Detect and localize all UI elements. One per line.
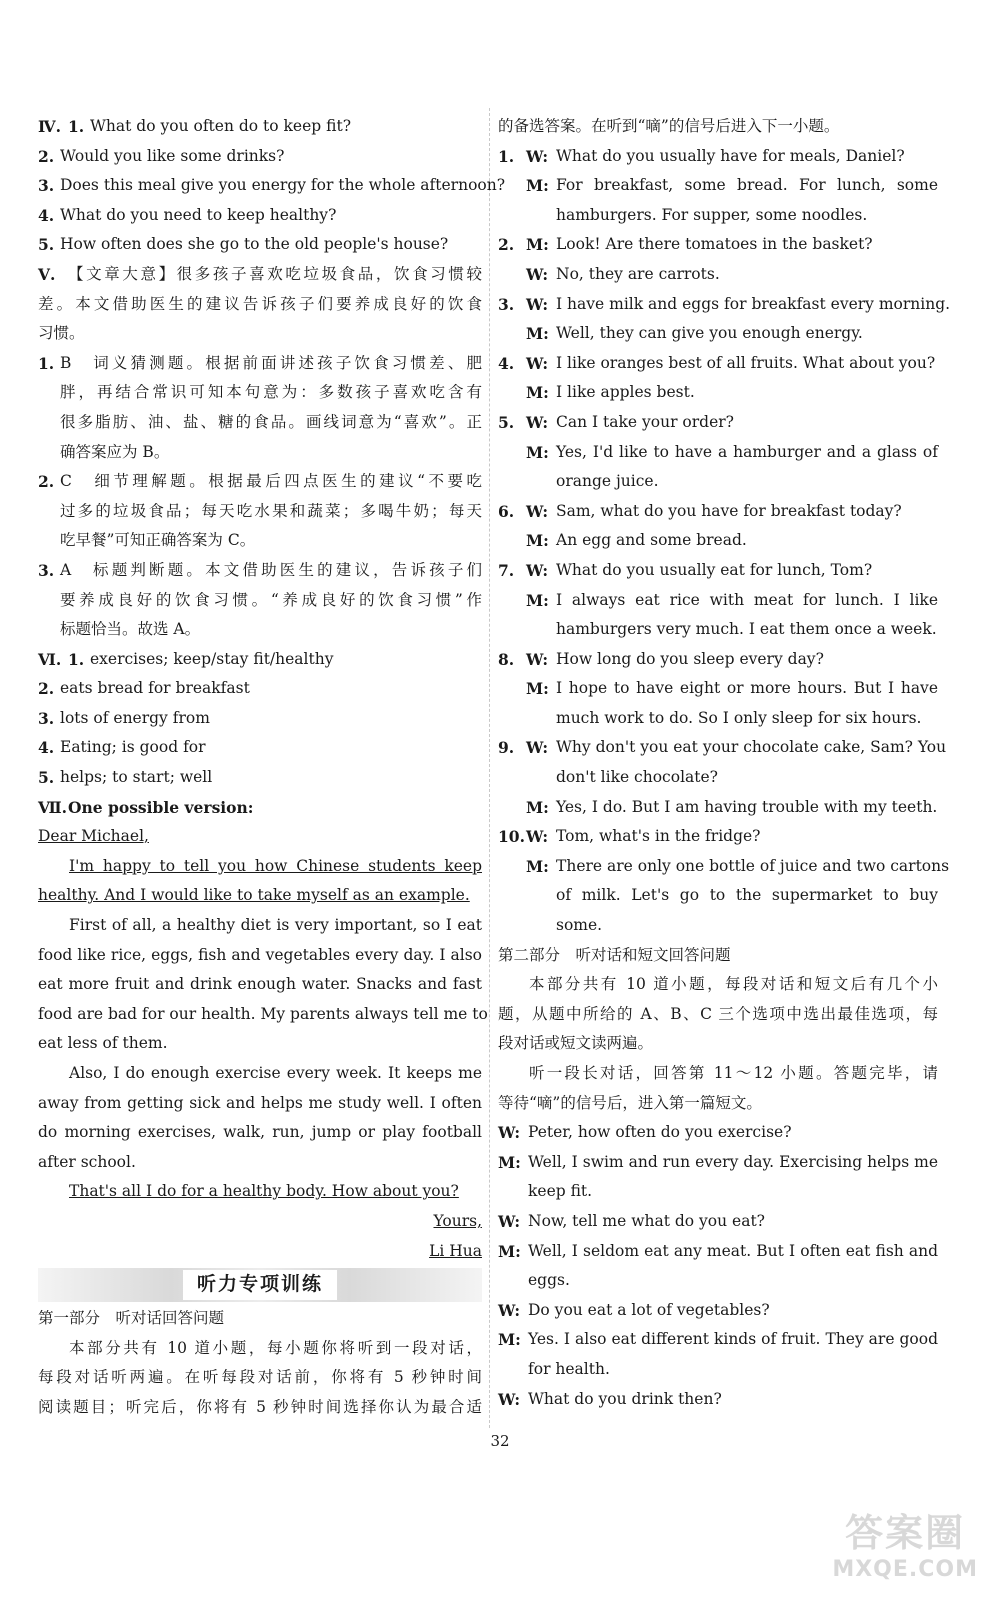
dialogue-number: 2. bbox=[498, 235, 515, 255]
answer-line bbox=[38, 438, 482, 468]
dialogue-number bbox=[498, 319, 526, 349]
dialogue-line bbox=[498, 1237, 938, 1267]
list-item bbox=[38, 704, 482, 734]
letter-text: Also, I do enough exercise every week. It keeps me bbox=[69, 1064, 482, 1082]
item-text: Does this meal give you energy for the whole afternoon? bbox=[60, 176, 506, 195]
dialogue-text: What do you usually eat for lunch, Tom? bbox=[556, 560, 873, 579]
intro-text: 每段对话听两遍。在听每段对话前，你将有 5 秒钟时间 bbox=[38, 1368, 482, 1387]
answer-line bbox=[38, 408, 482, 438]
dialogue-text: Do you eat a lot of vegetables? bbox=[528, 1300, 770, 1319]
intro-line bbox=[38, 1393, 482, 1423]
dialogue-text: I like apples best. bbox=[556, 383, 695, 402]
speaker-label: M: bbox=[498, 1152, 521, 1172]
answer-text: A 标题判断题。本文借助医生的建议，告诉孩子们 bbox=[60, 560, 482, 579]
item-number: 1. bbox=[38, 353, 55, 373]
section-heading bbox=[38, 793, 482, 823]
speaker-label: W: bbox=[526, 264, 549, 284]
summary-text: 习惯。 bbox=[38, 324, 85, 343]
intro-text: 本部分共有 10 道小题，每小题你将听到一段对话， bbox=[69, 1338, 482, 1357]
intro-text: 阅读题目；听完后，你将有 5 秒钟时间选择你认为最合适 bbox=[38, 1397, 482, 1416]
intro-line bbox=[38, 1334, 482, 1364]
dialogue-text: Well, I seldom eat any meat. But I often eat fish and bbox=[528, 1241, 938, 1260]
item-number: 4. bbox=[38, 738, 55, 758]
dialogue-number: 3. bbox=[498, 294, 515, 314]
item-number: 5. bbox=[38, 768, 55, 788]
speaker-label: M: bbox=[526, 797, 549, 817]
dialogue-text: I like oranges best of all fruits. What about you? bbox=[556, 353, 936, 372]
dialogue-number bbox=[498, 438, 526, 468]
dialogue-number: 7. bbox=[498, 560, 515, 580]
dialogue-line bbox=[498, 793, 938, 823]
dialogue-line bbox=[498, 260, 938, 290]
dialogue-line bbox=[498, 556, 938, 586]
dialogue-line bbox=[498, 290, 951, 320]
item-number: 4. bbox=[38, 205, 55, 225]
letter-line bbox=[38, 1148, 482, 1178]
item-text: How often does she go to the old people's house? bbox=[60, 235, 449, 254]
list-item bbox=[38, 733, 482, 763]
speaker-label: W: bbox=[526, 146, 549, 166]
dialogue-text: Yes. I also eat different kinds of fruit. They are good bbox=[528, 1330, 938, 1349]
answer-text: 很多脂肪、油、盐、糖的食品。画线词意为“喜欢”。正 bbox=[60, 412, 482, 431]
watermark-logo bbox=[832, 1502, 978, 1582]
speaker-label: W: bbox=[526, 560, 549, 580]
answer-line bbox=[38, 556, 482, 586]
column-divider bbox=[489, 108, 490, 1428]
item-number: 3. bbox=[38, 708, 55, 728]
letter-closing bbox=[38, 1207, 482, 1237]
intro-line bbox=[498, 1089, 938, 1119]
dialogue-text: I always eat rice with meat for lunch. I like bbox=[556, 590, 938, 609]
item-number: 5. bbox=[38, 235, 55, 255]
list-item bbox=[38, 201, 482, 231]
long-dialogue bbox=[498, 1118, 938, 1414]
dialogue-text: hamburgers. For supper, some noodles. bbox=[556, 205, 868, 224]
list-item bbox=[38, 230, 482, 260]
dialogue-line bbox=[498, 1177, 938, 1207]
letter-line bbox=[38, 1089, 482, 1119]
summary-line bbox=[38, 260, 482, 290]
intro-line bbox=[498, 970, 938, 1000]
speaker-label: W: bbox=[498, 1123, 521, 1143]
dialogue-number bbox=[498, 674, 526, 704]
dialogue-number bbox=[498, 378, 526, 408]
summary-text: 差。本文借助医生的建议告诉孩子们要养成良好的饮食 bbox=[38, 294, 482, 313]
dialogue-text: of milk. Let's go to the supermarket to buy bbox=[556, 886, 938, 905]
speaker-label: M: bbox=[498, 1330, 521, 1350]
list-item bbox=[38, 171, 506, 201]
dialogue-text: some. bbox=[556, 916, 603, 935]
speaker-label: W: bbox=[526, 649, 549, 669]
letter-text: eat more fruit and drink enough water. Snacks and fast bbox=[38, 975, 482, 994]
intro-line bbox=[498, 1029, 938, 1059]
watermark-text: 答案圈 bbox=[845, 1511, 966, 1555]
dialogue-number: 5. bbox=[498, 412, 515, 432]
answer-text: C 细节理解题。根据最后四点医生的建议“不要吃 bbox=[60, 472, 482, 491]
letter-line bbox=[38, 881, 482, 911]
dialogue-number: 8. bbox=[498, 649, 515, 669]
dialogue-number bbox=[498, 793, 526, 823]
answer-text: 确答案应为 B。 bbox=[60, 442, 170, 461]
dialogue-line bbox=[498, 142, 938, 172]
answer-text: 标题恰当。故选 A。 bbox=[60, 620, 201, 639]
dialogue-line bbox=[498, 171, 938, 201]
speaker-label: W: bbox=[498, 1389, 521, 1409]
listening-title: 听力专项训练 bbox=[183, 1270, 337, 1300]
dialogue-line bbox=[498, 586, 938, 616]
section-vi bbox=[38, 645, 482, 793]
answer-text: B 词义猜测题。根据前面讲述孩子饮食习惯差、肥 bbox=[60, 353, 482, 372]
watermark-url: MXQE.COM bbox=[832, 1557, 978, 1582]
intro-text: 听一段长对话，回答第 11～12 小题。答题完毕，请 bbox=[529, 1064, 938, 1082]
dialogue-line bbox=[498, 319, 938, 349]
speaker-label: W: bbox=[498, 1300, 521, 1320]
answer-text: 吃早餐”可知正确答案为 C。 bbox=[60, 531, 256, 550]
answer-line bbox=[38, 467, 482, 497]
dialogue-text: I hope to have eight or more hours. But I have bbox=[556, 679, 938, 698]
dialogue-text: There are only one bottle of juice and two cartons bbox=[556, 856, 950, 875]
dialogue-number bbox=[498, 852, 526, 882]
dialogue-line bbox=[498, 378, 938, 408]
letter-line bbox=[38, 1118, 482, 1148]
dialogue-text: For breakfast, some bread. For lunch, some bbox=[556, 176, 938, 195]
dialogue-text: for health. bbox=[528, 1359, 610, 1378]
list-item bbox=[38, 112, 482, 142]
dialogue-text: An egg and some bread. bbox=[556, 531, 747, 550]
answer-line bbox=[38, 349, 482, 379]
intro-line bbox=[498, 1000, 938, 1030]
dialogue-number bbox=[498, 260, 526, 290]
speaker-label: M: bbox=[526, 531, 549, 551]
dialogue-line bbox=[498, 615, 938, 645]
dialogue-text: Now, tell me what do you eat? bbox=[528, 1211, 765, 1230]
item-text: Would you like some drinks? bbox=[60, 146, 285, 165]
dialogue-number: 6. bbox=[498, 501, 515, 521]
speaker-label: M: bbox=[526, 324, 549, 344]
dialogue-text: Why don't you eat your chocolate cake, Sam? You bbox=[556, 738, 947, 757]
dialogue-line bbox=[498, 230, 938, 260]
item-text: What do you often do to keep fit? bbox=[90, 117, 352, 135]
item-number: 2. bbox=[38, 146, 55, 166]
part1-heading bbox=[38, 1304, 482, 1334]
letter-text: First of all, a healthy diet is very important, so I eat bbox=[69, 916, 482, 935]
item-text: helps; to start; well bbox=[60, 768, 213, 787]
dialogue-line bbox=[498, 526, 938, 556]
answer-line bbox=[38, 615, 482, 645]
dialogue-text: Can I take your order? bbox=[556, 412, 734, 431]
letter-line bbox=[38, 970, 482, 1000]
letter-text: healthy. And I would like to take myself as an example. bbox=[38, 886, 470, 905]
section-iv bbox=[38, 112, 506, 260]
speaker-label: W: bbox=[526, 501, 549, 521]
right-column bbox=[498, 112, 951, 1414]
dialogue-text: much work to do. So I only sleep for six hours. bbox=[556, 708, 922, 727]
intro-text: 题，从题中所给的 A、B、C 三个选项中选出最佳选项，每 bbox=[498, 1004, 938, 1023]
dialogue-line bbox=[498, 733, 947, 763]
section-label: Ⅵ. bbox=[38, 649, 62, 669]
left-column bbox=[38, 112, 506, 1423]
dialogue-line bbox=[498, 467, 938, 497]
intro-line bbox=[38, 1363, 482, 1393]
section-v bbox=[38, 260, 482, 645]
dialogue-line bbox=[498, 497, 938, 527]
dialogue-line bbox=[498, 201, 938, 231]
item-text: eats bread for breakfast bbox=[60, 679, 250, 698]
speaker-label: M: bbox=[526, 590, 549, 610]
dialogue-text: Tom, what's in the fridge? bbox=[556, 827, 761, 846]
dialogue-text: How long do you sleep every day? bbox=[556, 649, 824, 668]
speaker-label: M: bbox=[526, 856, 549, 876]
list-item bbox=[38, 645, 482, 675]
speaker-label: M: bbox=[526, 176, 549, 196]
signature-text: Li Hua bbox=[429, 1241, 482, 1260]
intro-text: 段对话或短文读两遍。 bbox=[498, 1034, 654, 1053]
page-number: 32 bbox=[490, 1432, 510, 1450]
dialogue-text: orange juice. bbox=[556, 472, 659, 491]
letter-line bbox=[38, 1029, 482, 1059]
intro-line bbox=[498, 112, 938, 142]
dialogue-line bbox=[498, 852, 950, 882]
item-number: 2. bbox=[38, 472, 55, 492]
item-number: 3. bbox=[38, 560, 55, 580]
answer-line bbox=[38, 526, 482, 556]
summary-line bbox=[38, 319, 482, 349]
item-number: 3. bbox=[38, 176, 55, 196]
answer-text: 要养成良好的饮食习惯。“养成良好的饮食习惯”作 bbox=[60, 590, 482, 609]
item-text: What do you need to keep healthy? bbox=[60, 205, 337, 224]
dialogue-line bbox=[498, 763, 938, 793]
letter-text: do morning exercises, walk, run, jump or play football bbox=[38, 1123, 482, 1142]
letter-line bbox=[38, 941, 482, 971]
dialogue-text: don't like chocolate? bbox=[556, 768, 718, 787]
item-text: Eating; is good for bbox=[60, 738, 206, 757]
dialogue-text: eggs. bbox=[528, 1271, 570, 1290]
letter-text: food are bad for our health. My parents always tell me to bbox=[38, 1004, 488, 1023]
letter-line bbox=[38, 1177, 482, 1207]
dialogue-number: 4. bbox=[498, 353, 515, 373]
speaker-label: W: bbox=[498, 1211, 521, 1231]
section-label: Ⅴ. bbox=[38, 264, 56, 284]
item-number: 1. bbox=[68, 649, 85, 669]
speaker-label: M: bbox=[526, 235, 549, 255]
intro-text: 等待“嘀”的信号后，进入第一篇短文。 bbox=[498, 1093, 762, 1112]
answer-text: 过多的垃圾食品；每天吃水果和蔬菜；多喝牛奶；每天 bbox=[60, 501, 482, 520]
item-number: 2. bbox=[38, 679, 55, 699]
dialogue-line bbox=[498, 349, 938, 379]
dialogue-line bbox=[498, 1385, 938, 1415]
list-item bbox=[38, 142, 482, 172]
dialogue-number: 1. bbox=[498, 146, 515, 166]
dialogue-line bbox=[498, 822, 938, 852]
dialogue-line bbox=[498, 1118, 938, 1148]
letter-text: away from getting sick and helps me study well. I often bbox=[38, 1093, 482, 1112]
speaker-label: W: bbox=[526, 294, 549, 314]
letter-text: after school. bbox=[38, 1152, 136, 1171]
dialogue-text: What do you drink then? bbox=[528, 1389, 722, 1408]
list-item bbox=[38, 763, 482, 793]
section-vii bbox=[38, 793, 488, 1267]
answer-line bbox=[38, 378, 482, 408]
speaker-label: M: bbox=[526, 679, 549, 699]
speaker-label: W: bbox=[526, 738, 549, 758]
dialogue-line bbox=[498, 1296, 938, 1326]
dialogue-text: hamburgers very much. I eat them once a week. bbox=[556, 620, 937, 639]
letter-text: food like rice, eggs, fish and vegetables every day. I also bbox=[38, 945, 482, 964]
dialogue-number: 9. bbox=[498, 738, 515, 758]
dialogue-text: I have milk and eggs for breakfast every morning. bbox=[556, 294, 951, 313]
answer-line bbox=[38, 586, 482, 616]
dialogue-line bbox=[498, 1266, 938, 1296]
closing-text: Yours, bbox=[433, 1211, 482, 1230]
dialogue-line bbox=[498, 881, 938, 911]
letter-text: That's all I do for a healthy body. How about you? bbox=[69, 1182, 459, 1201]
intro-text: 的备选答案。在听到“嘀”的信号后进入下一小题。 bbox=[498, 117, 840, 135]
letter-signature bbox=[38, 1237, 482, 1267]
item-number: 1. bbox=[68, 117, 85, 136]
letter-text: I'm happy to tell you how Chinese students keep bbox=[69, 856, 482, 875]
summary-line bbox=[38, 290, 482, 320]
speaker-label: W: bbox=[526, 827, 549, 847]
intro-line bbox=[498, 1059, 938, 1089]
intro-text: 本部分共有 10 道小题，每段对话和短文后有几个小 bbox=[529, 975, 938, 994]
dialogue-line bbox=[498, 911, 938, 941]
item-text: lots of energy from bbox=[60, 708, 210, 727]
dialogue-text: Sam, what do you have for breakfast today? bbox=[556, 501, 902, 520]
dialogue-line bbox=[498, 1148, 938, 1178]
letter-line bbox=[38, 852, 482, 882]
dialogue-text: Well, they can give you enough energy. bbox=[556, 324, 863, 343]
letter-line bbox=[38, 1000, 488, 1030]
dialogue-text: No, they are carrots. bbox=[556, 264, 720, 283]
part2-heading bbox=[498, 941, 938, 971]
letter-text: eat less of them. bbox=[38, 1034, 168, 1053]
speaker-label: W: bbox=[526, 412, 549, 432]
salutation-text: Dear Michael, bbox=[38, 827, 149, 846]
dialogue-line bbox=[498, 645, 938, 675]
speaker-label: M: bbox=[526, 442, 549, 462]
version-heading: One possible version: bbox=[68, 797, 254, 817]
speaker-label: M: bbox=[498, 1241, 521, 1261]
answer-line bbox=[38, 497, 482, 527]
listening-banner bbox=[38, 1268, 482, 1302]
letter-line bbox=[38, 1059, 482, 1089]
dialogue-text: keep fit. bbox=[528, 1182, 593, 1201]
dialogue-line bbox=[498, 1355, 938, 1385]
section-label: Ⅳ. bbox=[38, 117, 61, 136]
dialogue-line bbox=[498, 1207, 938, 1237]
summary-text: 【文章大意】很多孩子喜欢吃垃圾食品，饮食习惯较 bbox=[68, 264, 482, 283]
dialogue-list bbox=[498, 142, 951, 941]
part2-title: 第二部分 听对话和短文回答问题 bbox=[498, 945, 731, 964]
dialogue-number bbox=[498, 171, 526, 201]
dialogue-line bbox=[498, 438, 938, 468]
dialogue-line bbox=[498, 704, 938, 734]
dialogue-line bbox=[498, 408, 938, 438]
speaker-label: W: bbox=[526, 353, 549, 373]
dialogue-text: Yes, I'd like to have a hamburger and a glass of bbox=[556, 442, 938, 461]
dialogue-text: What do you usually have for meals, Daniel? bbox=[556, 146, 905, 165]
item-text: exercises; keep/stay fit/healthy bbox=[90, 649, 334, 668]
dialogue-number bbox=[498, 526, 526, 556]
letter-line bbox=[38, 911, 482, 941]
section-label: Ⅶ. bbox=[38, 797, 68, 817]
dialogue-text: Look! Are there tomatoes in the basket? bbox=[556, 235, 873, 254]
list-item bbox=[38, 674, 482, 704]
dialogue-text: Well, I swim and run every day. Exercising helps me bbox=[528, 1152, 938, 1171]
dialogue-line bbox=[498, 674, 938, 704]
dialogue-number: 10. bbox=[498, 827, 525, 847]
dialogue-text: Yes, I do. But I am having trouble with my teeth. bbox=[556, 797, 938, 816]
dialogue-number bbox=[498, 586, 526, 616]
letter-salutation bbox=[38, 822, 482, 852]
part1-title: 第一部分 听对话回答问题 bbox=[38, 1309, 225, 1328]
dialogue-text: Peter, how often do you exercise? bbox=[528, 1123, 792, 1142]
dialogue-line bbox=[498, 1325, 938, 1355]
speaker-label: M: bbox=[526, 383, 549, 403]
answer-text: 胖，再结合常识可知本句意为：多数孩子喜欢吃含有 bbox=[60, 383, 482, 402]
